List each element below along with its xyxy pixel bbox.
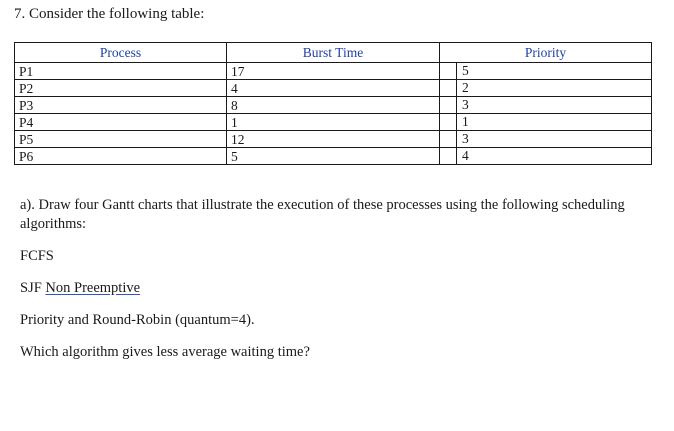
cell-process: P1 [15,63,227,80]
cell-process: P6 [15,148,227,165]
cell-priority [440,63,652,80]
cell-priority [440,131,652,148]
cell-burst: 12 [227,131,440,148]
priority-value: 3 [462,97,469,112]
table-row [15,63,652,80]
part-a-instructions: a). Draw four Gantt charts that illustrate the execution of these processes using the following scheduling algorithms: [20,197,625,232]
algorithm-sjf [20,279,140,298]
process-table [14,42,652,165]
algorithm-priority-rr: Priority and Round-Robin (quantum=4). [20,312,255,328]
cell-burst: 1 [227,114,440,131]
cell-process: P3 [15,97,227,114]
priority-value: 1 [462,114,469,129]
priority-value: 4 [462,148,469,163]
sjf-non-preemptive: Non Preemptive [45,280,141,296]
table-row [15,131,652,148]
algorithm-fcfs: FCFS [20,248,54,264]
cell-process: P2 [15,80,227,97]
header-process: Process [15,43,227,63]
priority-value: 5 [462,63,469,78]
cell-priority [440,114,652,131]
table-row [15,114,652,131]
cell-burst: 5 [227,148,440,165]
cell-burst: 8 [227,97,440,114]
cell-process: P5 [15,131,227,148]
sjf-prefix: SJF [20,280,46,296]
question-title: 7. Consider the following table: [14,6,205,22]
cell-priority [440,148,652,165]
table-row [15,148,652,165]
priority-value: 3 [462,131,469,146]
table-row [15,97,652,114]
waiting-time-question: Which algorithm gives less average waiting time? [20,344,310,360]
header-priority: Priority [440,43,652,63]
cell-process: P4 [15,114,227,131]
cell-burst: 4 [227,80,440,97]
table-row [15,80,652,97]
cell-priority [440,80,652,97]
cell-priority [440,97,652,114]
header-burst-time: Burst Time [227,43,440,63]
cell-burst: 17 [227,63,440,80]
priority-value: 2 [462,80,469,95]
table-header-row [15,43,652,63]
